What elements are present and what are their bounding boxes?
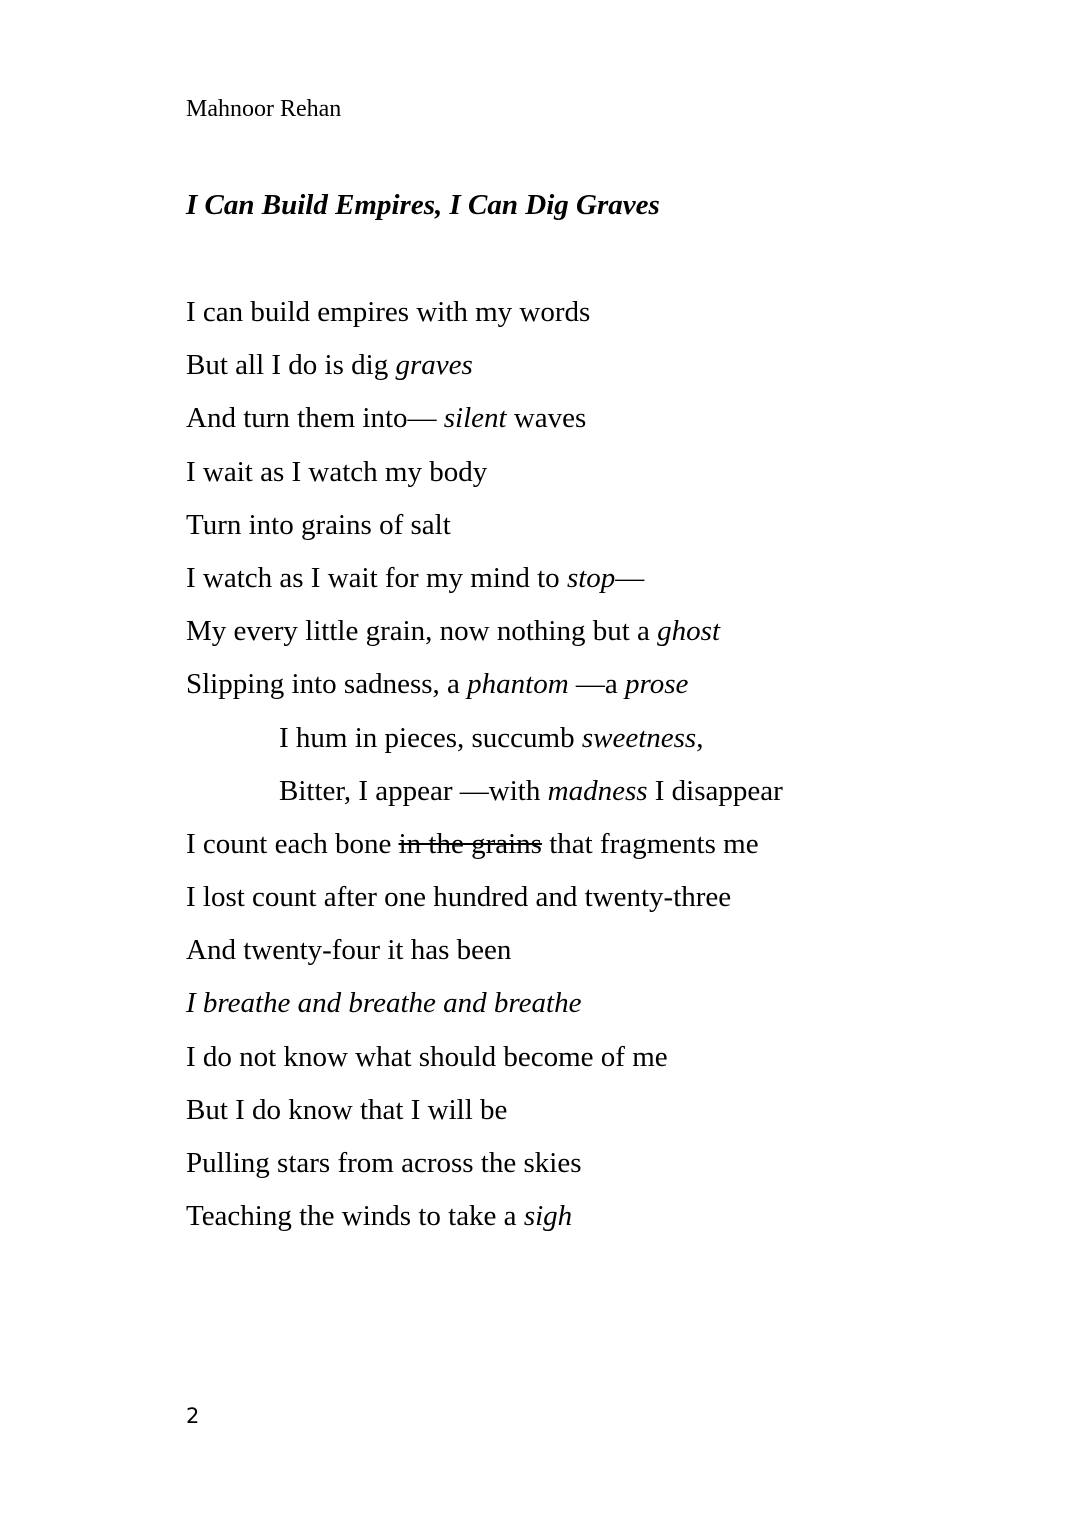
poem-line — [186, 345, 986, 398]
poem-text: But I do know that I will be — [186, 1093, 508, 1126]
poem-text: I watch as I wait for my mind to — [186, 561, 567, 594]
poem-text: Turn into grains of salt — [186, 508, 451, 541]
poem-body — [186, 292, 986, 1249]
poem-text: — — [615, 561, 645, 594]
poem-line — [186, 452, 986, 505]
poem-text: that fragments me — [541, 827, 759, 860]
poem-text-italic: madness — [547, 774, 648, 807]
author-name: Mahnoor Rehan — [186, 96, 342, 122]
poem-text: I do not know what should become of me — [186, 1040, 668, 1073]
poem-text: Slipping into sadness, a — [186, 668, 468, 701]
poem-line — [186, 292, 986, 345]
poem-text-italic: silent — [443, 402, 507, 435]
poem-text-italic: ghost — [657, 615, 721, 648]
poem-line — [186, 824, 986, 877]
page-number: 2 — [186, 1404, 200, 1428]
poem-text: I lost count after one hundred and twenty-three — [186, 881, 732, 914]
poem-text: Pulling stars from across the skies — [186, 1147, 582, 1179]
poem-text-italic: stop — [566, 561, 616, 594]
poem-line — [186, 877, 986, 930]
poem-line — [186, 398, 986, 451]
poem-line — [186, 983, 986, 1036]
poem-text: I count each bone — [186, 827, 399, 860]
poem-line — [186, 664, 986, 717]
poem-text: And turn them into— — [186, 402, 444, 435]
poem-text: I hum in pieces, succumb — [279, 721, 582, 754]
poem-title: I Can Build Empires, I Can Dig Graves — [186, 189, 660, 221]
poem-line — [186, 1037, 986, 1090]
poem-text-italic: I breathe and breathe and breathe — [186, 987, 582, 1020]
poem-line — [186, 930, 986, 983]
poem-text: waves — [506, 402, 587, 435]
poem-text-italic: graves — [395, 349, 473, 382]
poem-text: I wait as I watch my body — [186, 455, 488, 488]
poem-line — [186, 1090, 986, 1143]
poem-text: And twenty-four it has been — [186, 934, 512, 967]
poem-text: Bitter, I appear —with — [279, 774, 548, 807]
poem-line — [186, 1143, 986, 1196]
poem-text-strikethrough: in the grains — [398, 827, 542, 860]
poem-line-indented — [186, 718, 986, 771]
poem-text: I disappear — [647, 774, 783, 807]
poem-line — [186, 1196, 986, 1249]
poem-text: , — [696, 721, 704, 754]
poem-text-italic: phantom — [467, 668, 569, 701]
poem-text-italic: prose — [625, 668, 689, 701]
poem-text-italic: sigh — [523, 1200, 573, 1233]
poem-text: Teaching the winds to take a — [186, 1200, 524, 1233]
poem-line — [186, 558, 986, 611]
poem-text: But all I do is dig — [186, 349, 396, 382]
poem-text: —a — [568, 668, 626, 701]
poem-text: My every little grain, now nothing but a — [186, 615, 658, 648]
poem-line — [186, 505, 986, 558]
poem-text: I can build empires with my words — [186, 296, 591, 328]
poem-text-italic: sweetness — [581, 721, 697, 754]
poem-line — [186, 611, 986, 664]
poem-line-indented — [186, 771, 986, 824]
